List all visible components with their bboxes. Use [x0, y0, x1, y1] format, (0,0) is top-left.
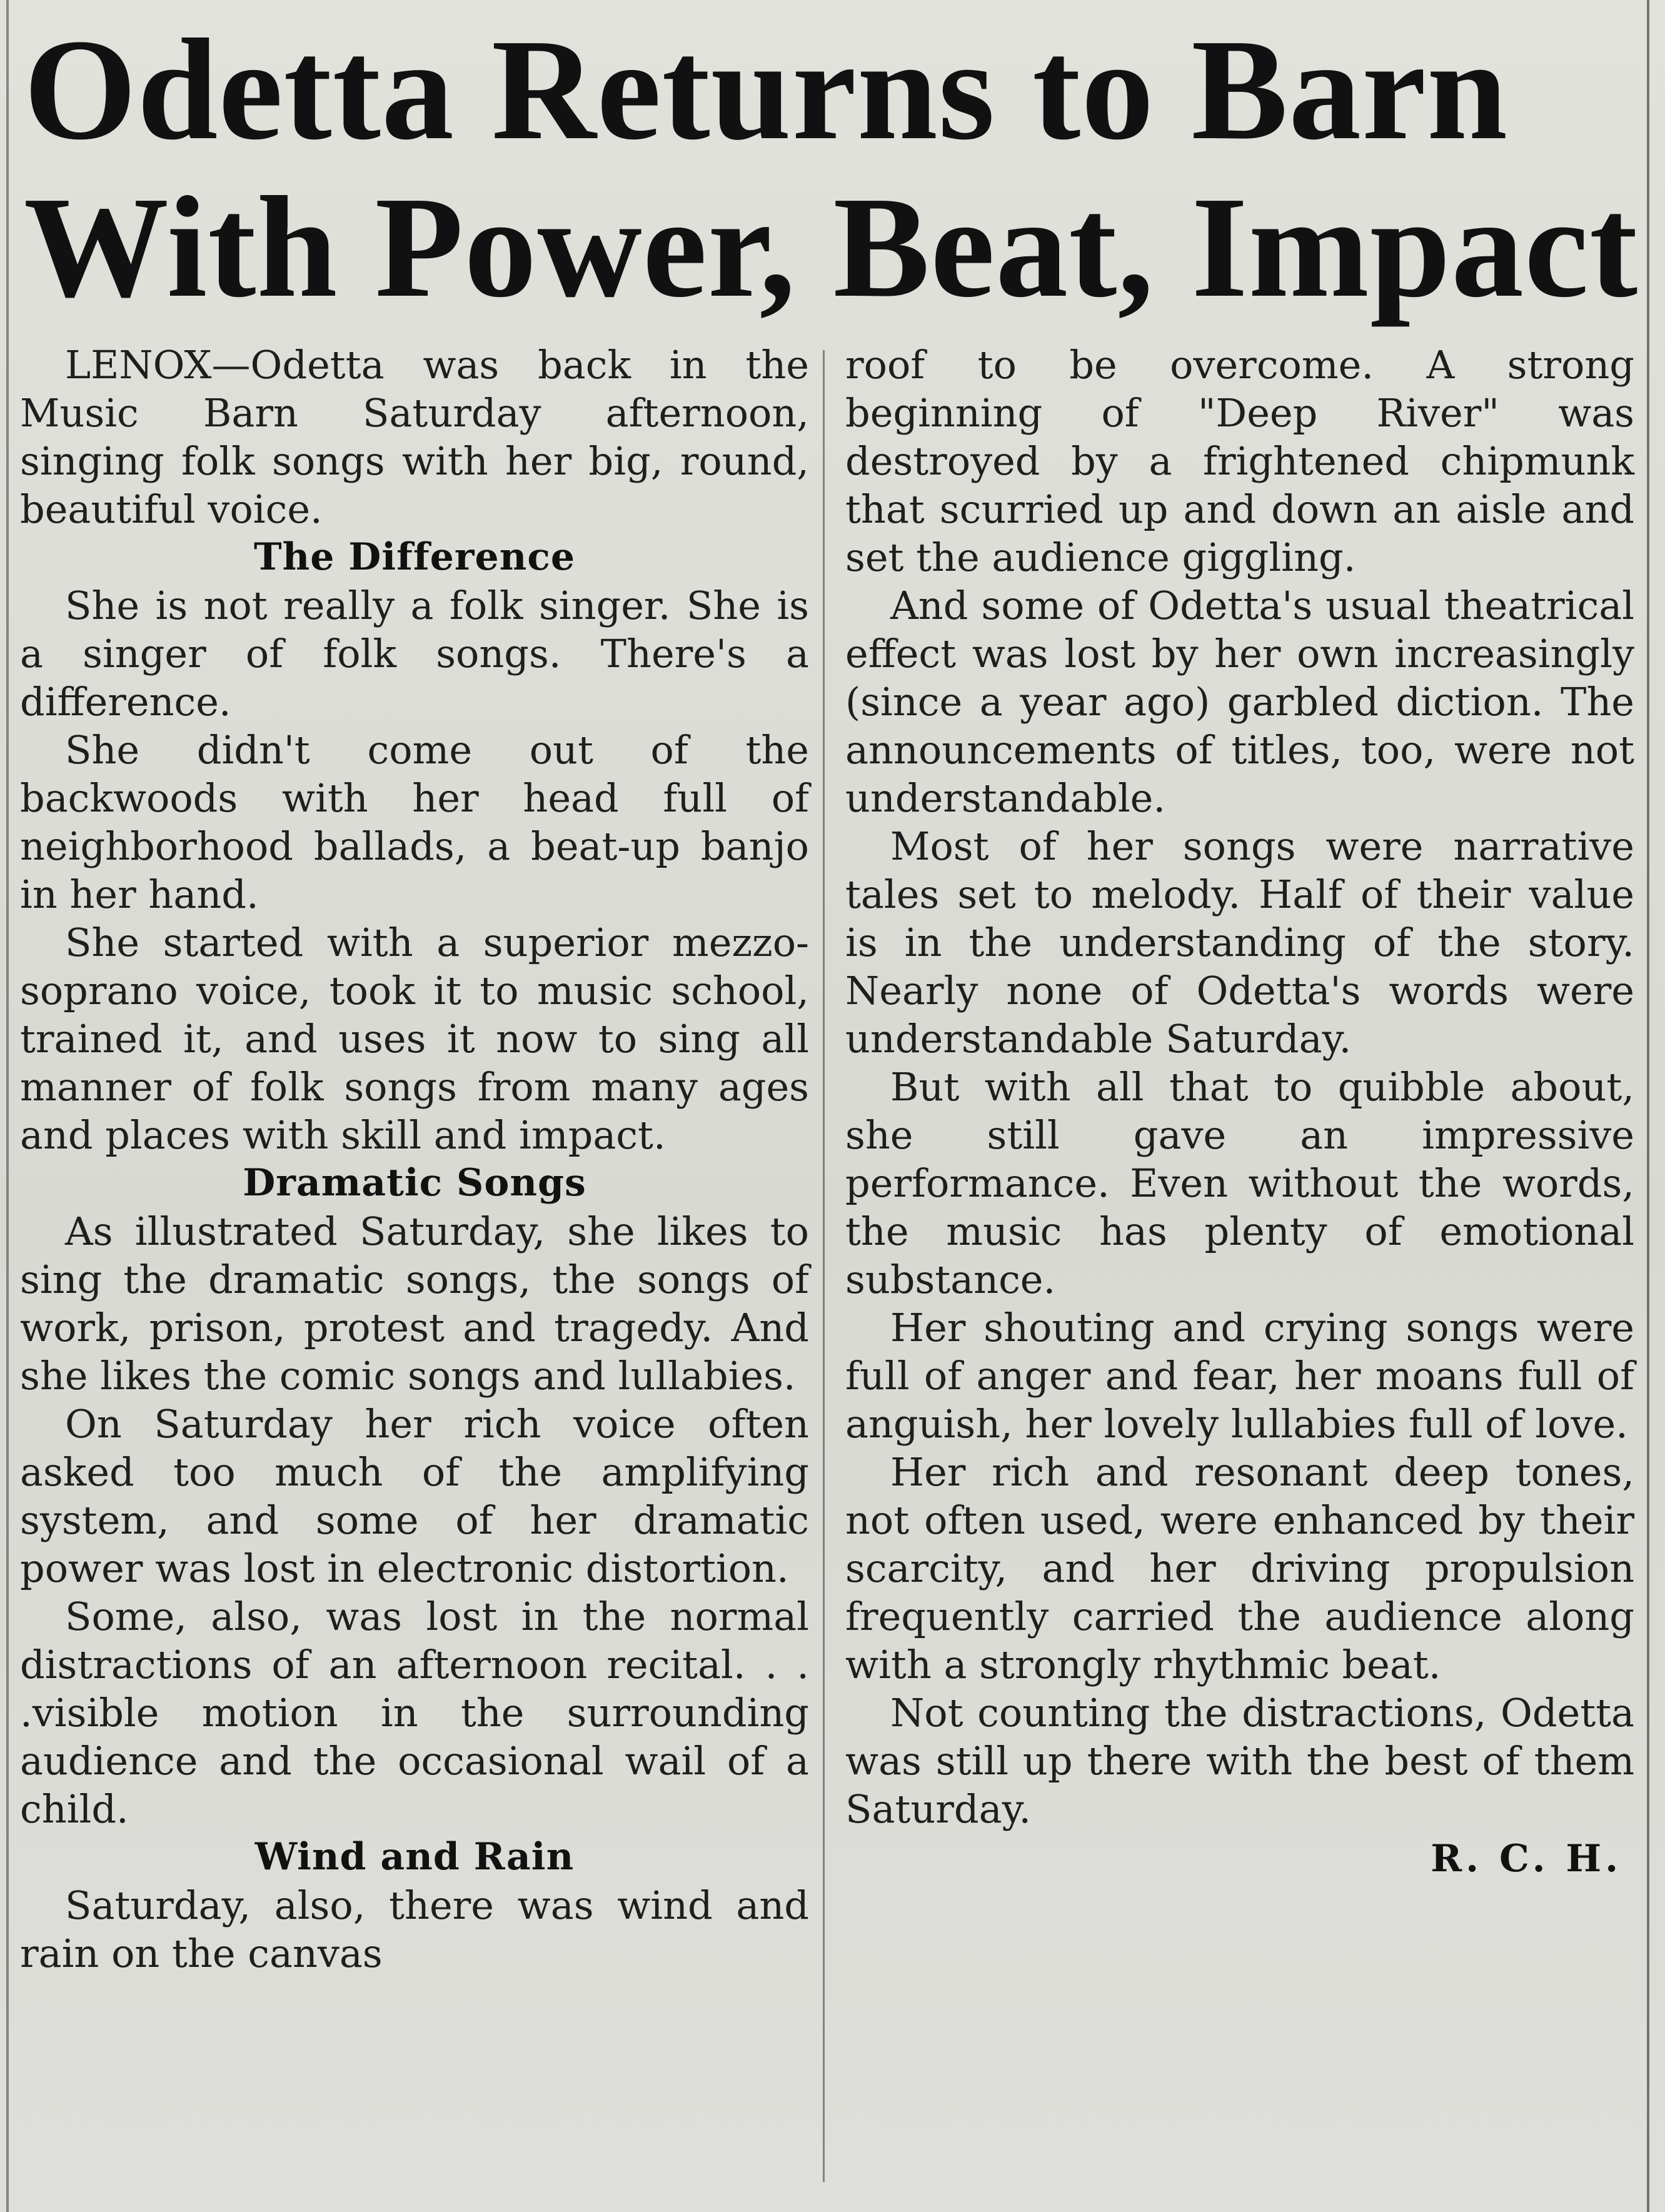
headline-line-2: With Power, Beat, Impact [24, 167, 1639, 328]
paragraph: She started with a superior mezzo-soprano voice, took it to music school, trained it, and uses it now to sing all manner of folk songs from many ages and places with skill and impact. [20, 920, 809, 1158]
paragraph: As illustrated Saturday, she likes to sing the dramatic songs, the songs of work, prison, protest and tragedy. And she likes the comic songs and lullabies. [20, 1209, 809, 1399]
column-divider [823, 350, 825, 2182]
right-border-rule [1647, 0, 1649, 2212]
adjacent-column-fragment [1652, 938, 1664, 2001]
headline-line-1: Odetta Returns to Barn [24, 9, 1509, 170]
article-column-left [20, 341, 809, 1978]
paragraph: And some of Odetta's usual theatrical effect was lost by her own increasingly (since a year ago) garbled diction. The announcements of titles, too, were not understandable. [845, 583, 1634, 821]
paragraph: Saturday, also, there was wind and rain on the canvas [20, 1883, 809, 1976]
subhead-wind-and-rain: Wind and Rain [254, 1835, 575, 1879]
paragraph: She is not really a folk singer. She is a singer of folk songs. There's a difference. [20, 583, 809, 725]
left-border-rule [6, 0, 9, 2212]
paragraph: Her shouting and crying songs were full of anger and fear, her moans full of anguish, her lovely lullabies full of love. [845, 1305, 1634, 1447]
paragraph: Most of her songs were narrative tales set to melody. Half of their value is in the understanding of the story. Nearly none of Odetta's words were understandable Saturday. [845, 823, 1634, 1062]
author-signature: R. C. H. [1431, 1837, 1622, 1881]
subhead-the-difference: The Difference [253, 535, 576, 579]
headline [24, 11, 1643, 326]
paragraph: Her rich and resonant deep tones, not often used, were enhanced by their scarcity, and her driving propulsion frequently carried the audience along with a strongly rhythmic beat. [845, 1449, 1634, 1687]
paragraph-continuation: roof to be overcome. A strong beginning of "Deep River" was destroyed by a frightened chipmunk that scurried up and down an aisle and set the audience giggling. [845, 342, 1634, 580]
paragraph: On Saturday her rich voice often asked too much of the amplifying system, and some of her dramatic power was lost in electronic distortion. [20, 1401, 809, 1591]
paragraph: Some, also, was lost in the normal distractions of an afternoon recital. . . .visible motion in the surrounding audience and the occasional wail of a child. [20, 1594, 809, 1832]
article-column-right [845, 341, 1634, 1884]
paragraph: She didn't come out of the backwoods with her head full of neighborhood ballads, a beat-up banjo in her hand. [20, 727, 809, 917]
paragraph: LENOX—Odetta was back in the Music Barn Saturday afternoon, singing folk songs with her big, round, beautiful voice. [20, 342, 809, 532]
paragraph: But with all that to quibble about, she still gave an impressive performance. Even without the words, the music has plenty of emotional substance. [845, 1064, 1634, 1302]
subhead-dramatic-songs: Dramatic Songs [243, 1161, 586, 1205]
paragraph: Not counting the distractions, Odetta was still up there with the best of them Saturday. [845, 1690, 1634, 1832]
